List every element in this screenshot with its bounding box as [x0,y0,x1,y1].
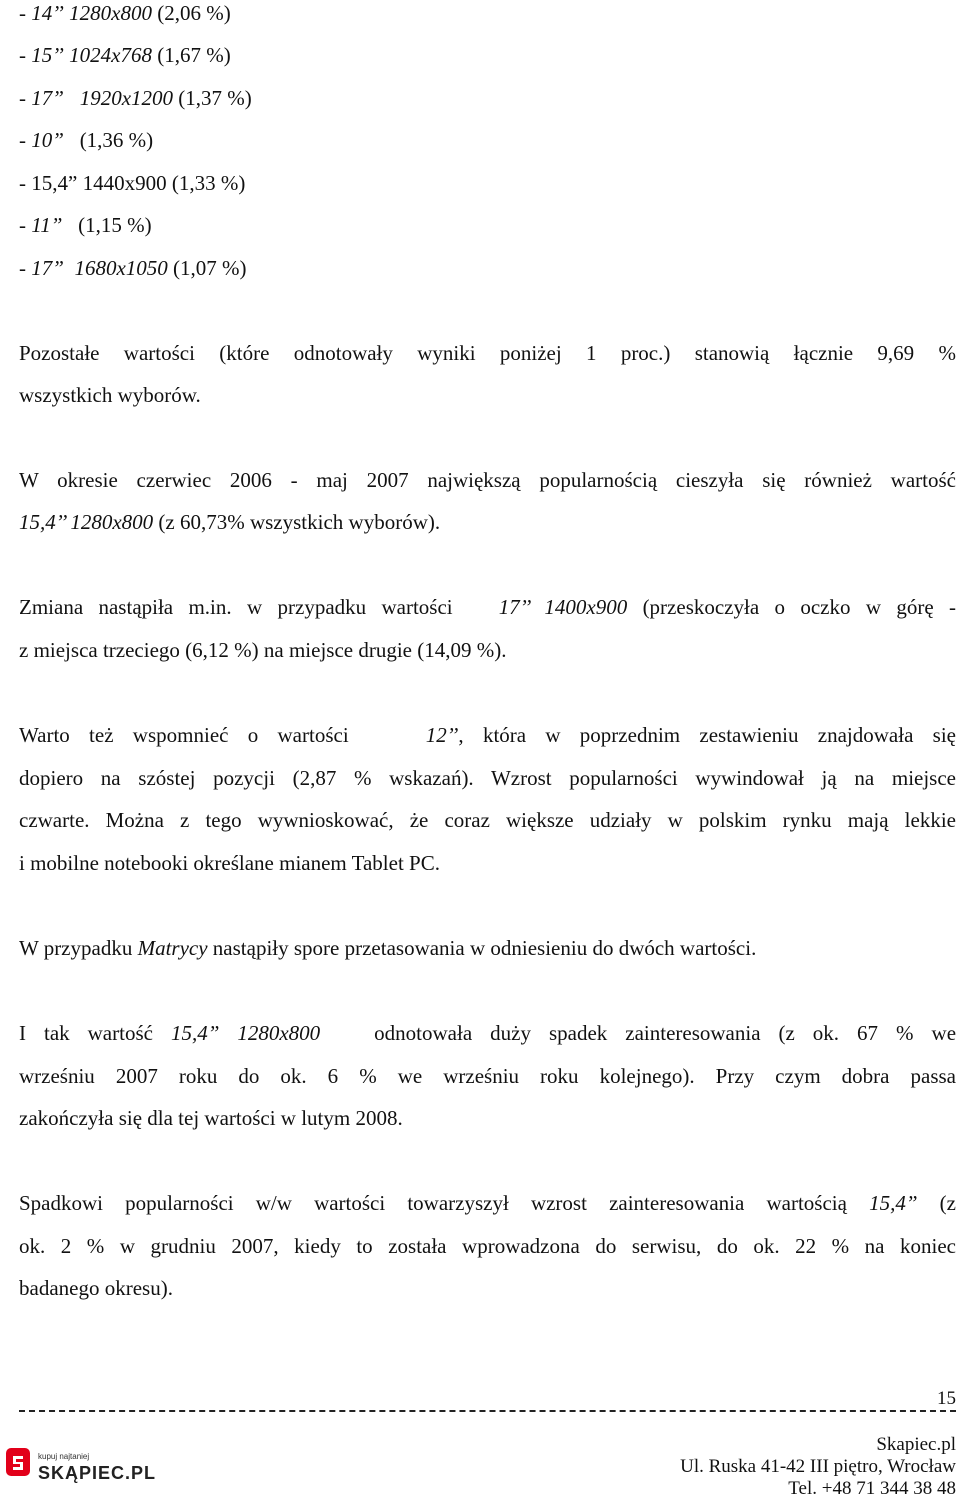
paragraph-line: z miejsca trzeciego (6,12 %) na miejsce drugie (14,09 %). [19,638,507,662]
list-item: - 10” (1,36 %) [19,128,154,152]
list-item: - 14’’ 1280x800 (2,06 %) [19,1,231,25]
list-item: - 11” (1,15 %) [19,213,152,237]
paragraph-line: Warto też wspomnieć o wartości 12’’, która w poprzednim zestawieniu znajdowała się [19,723,956,747]
paragraph-line: czwarte. Można z tego wywnioskować, że coraz większe udziały w polskim rynku mają lekkie [19,808,956,832]
paragraph-line: Zmiana nastąpiła m.in. w przypadku wartości 17’’ 1400x900 (przeskoczyła o oczko w górę - [19,595,957,619]
footer-company: Skapiec.pl [876,1434,956,1455]
resolution-value: 15,4” [869,1191,918,1215]
resolution-value: 15,4’’ 1280x800 [19,510,154,534]
term-matryca: Matrycy [137,936,208,960]
footer-phone: Tel. +48 71 344 38 48 [788,1478,956,1499]
paragraph-line: ok. 2 % w grudniu 2007, kiedy to została wprowadzona do serwisu, do ok. 22 % na koniec [19,1234,956,1258]
paragraph-line: dopiero na szóstej pozycji (2,87 % wskazań). Wzrost popularności wywindował ją na miejsce [19,766,956,790]
paragraph-line: Spadkowi popularności w/w wartości towarzyszył wzrost zainteresowania wartością 15,4” (z [19,1191,956,1215]
paragraph-line: 15,4’’ 1280x800 (z 60,73% wszystkich wyborów). [19,510,441,534]
list-item: - 15’’ 1024x768 (1,67 %) [19,43,231,67]
paragraph-line: i mobilne notebooki określane mianem Tablet PC. [19,851,440,875]
page-number: 15 [937,1388,956,1409]
list-item: - 17” 1680x1050 (1,07 %) [19,256,247,280]
paragraph-line: I tak wartość 15,4” 1280x800 odnotowała duży spadek zainteresowania (z ok. 67 % we [19,1021,957,1045]
logo-wordmark: SKĄPIEC.PL [38,1463,157,1483]
footer-address: Ul. Ruska 41-42 III piętro, Wrocław [680,1456,956,1477]
skapiec-logo [6,1446,206,1484]
paragraph-line: W okresie czerwiec 2006 - maj 2007 największą popularnością cieszyła się również wartość [19,468,956,492]
skapiec-logo-mark [6,1446,206,1484]
resolution-value: 12’’ [425,723,459,747]
logo-tagline: kupuj najtaniej [38,1452,90,1461]
paragraph-line: Pozostałe wartości (które odnotowały wyniki poniżej 1 proc.) stanowią łącznie 9,69 % [19,341,956,365]
footer-divider [19,1410,956,1412]
list-item: - 15,4” 1440x900 (1,33 %) [19,171,246,195]
paragraph-line: wrześniu 2007 roku do ok. 6 % we wrześniu roku kolejnego). Przy czym dobra passa [19,1064,956,1088]
paragraph-line: wszystkich wyborów. [19,383,201,407]
resolution-value: 15,4” 1280x800 [170,1021,321,1045]
paragraph-line: zakończyła się dla tej wartości w lutym 2008. [19,1106,403,1130]
resolution-value: 17’’ 1400x900 [498,595,628,619]
paragraph-line: badanego okresu). [19,1276,173,1300]
paragraph-line: W przypadku Matrycy nastąpiły spore przetasowania w odniesieniu do dwóch wartości. [19,936,757,960]
list-item: - 17” 1920x1200 (1,37 %) [19,86,252,110]
